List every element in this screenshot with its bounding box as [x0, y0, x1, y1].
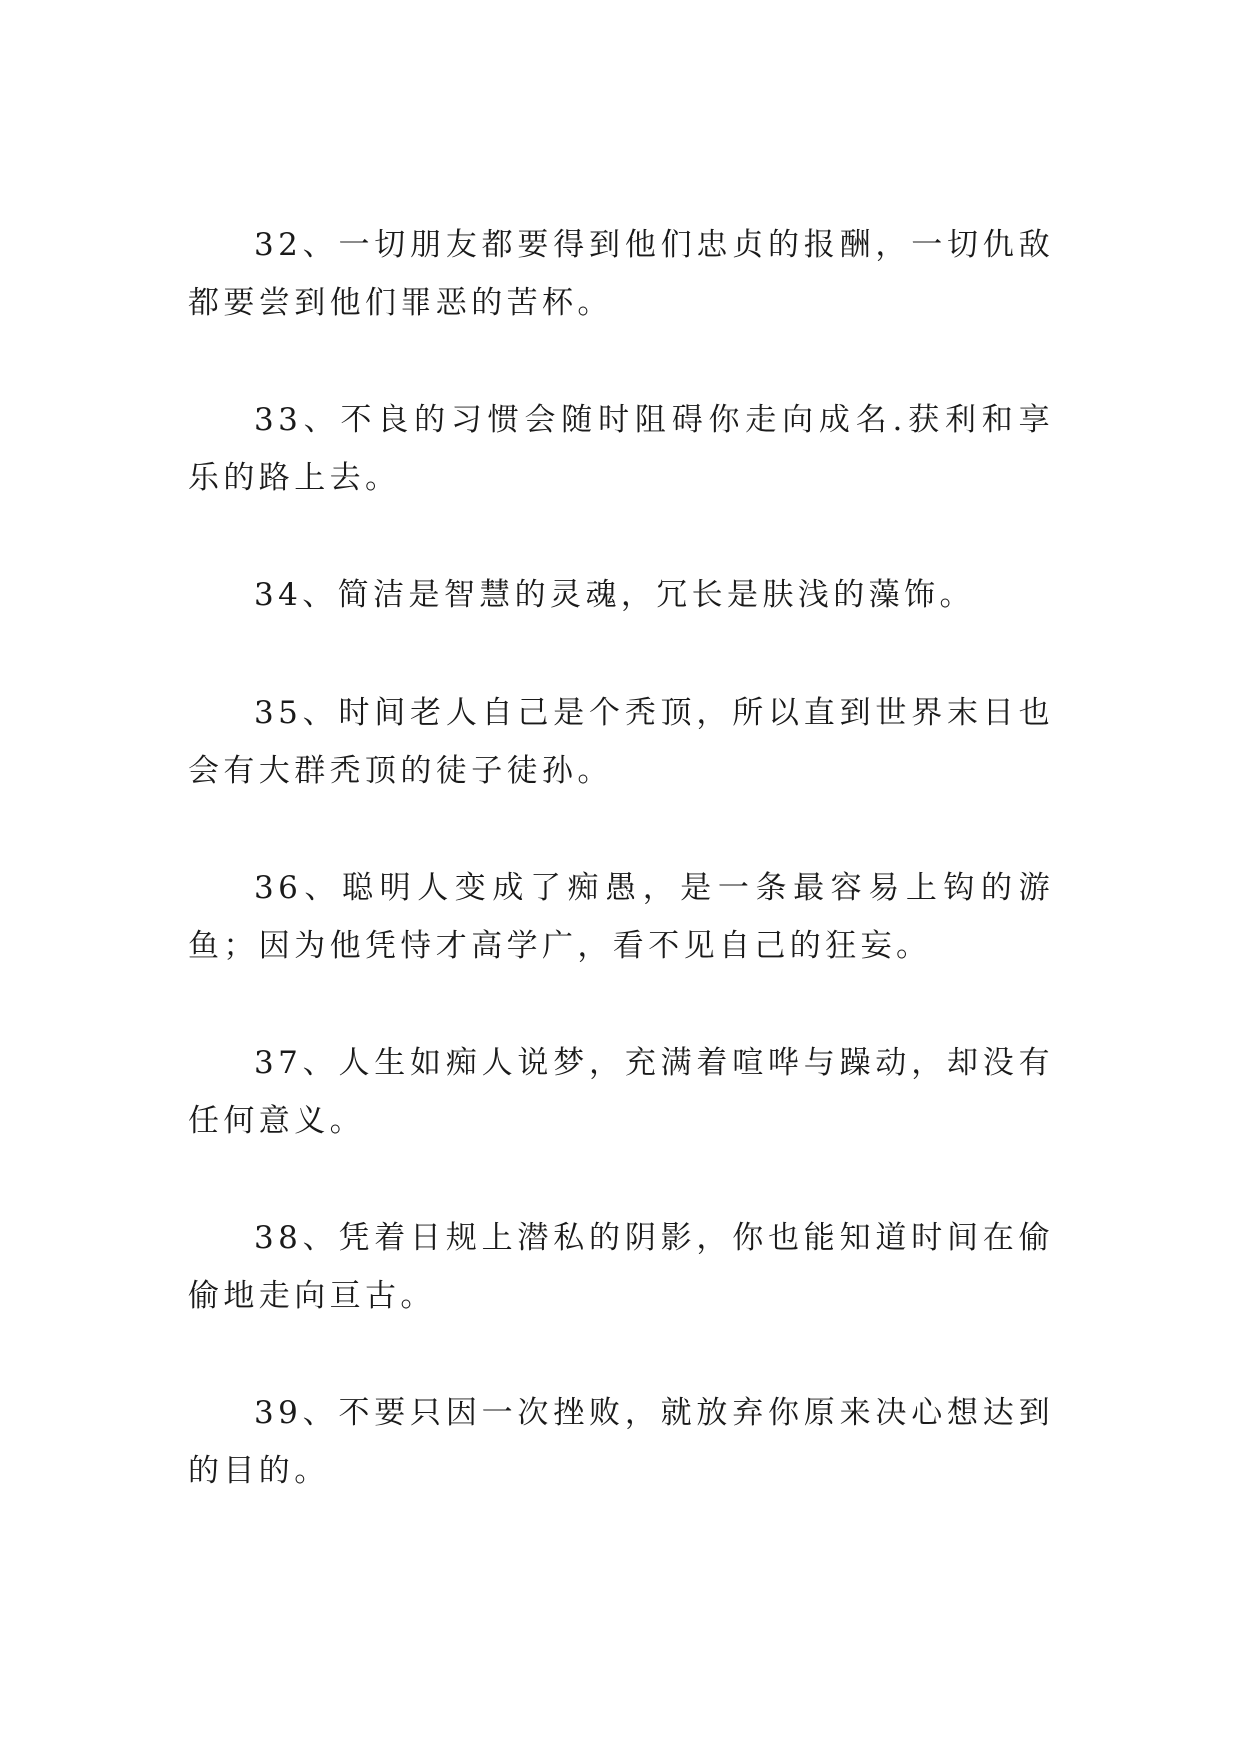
quote-paragraph-36: 36、聪明人变成了痴愚，是一条最容易上钩的游鱼；因为他凭恃才高学广，看不见自己的狂妄。	[188, 870, 1054, 964]
quote-paragraph-37: 37、人生如痴人说梦，充满着喧哗与躁动，却没有任何意义。	[188, 1045, 1054, 1139]
quote-paragraph-34: 34、简洁是智慧的灵魂，冗长是肤浅的藻饰。	[254, 577, 975, 613]
quote-paragraph-39: 39、不要只因一次挫败，就放弃你原来决心想达到的目的。	[188, 1395, 1054, 1489]
quote-paragraph-33: 33、不良的习惯会随时阻碍你走向成名.获利和享乐的路上去。	[188, 402, 1054, 496]
quote-paragraph-35: 35、时间老人自己是个秃顶，所以直到世界末日也会有大群秃顶的徒子徒孙。	[188, 695, 1054, 789]
quote-paragraph-38: 38、凭着日规上潜私的阴影，你也能知道时间在偷偷地走向亘古。	[188, 1220, 1054, 1314]
quote-paragraph-32: 32、一切朋友都要得到他们忠贞的报酬，一切仇敌都要尝到他们罪恶的苦杯。	[188, 227, 1054, 321]
